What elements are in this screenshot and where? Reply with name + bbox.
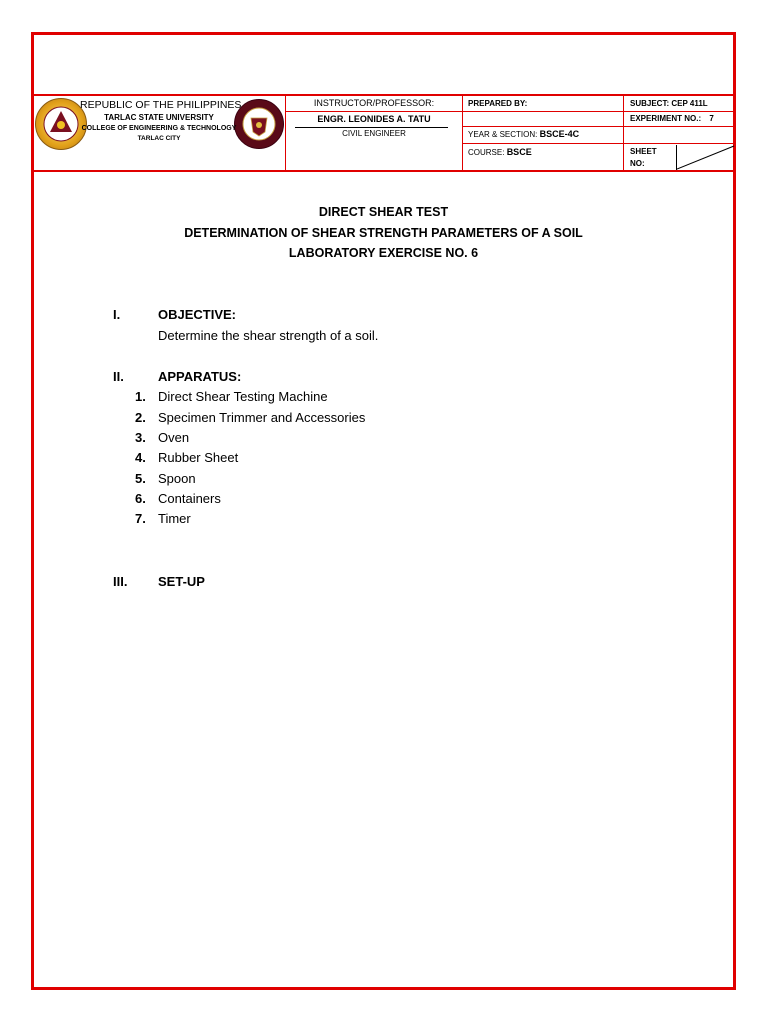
list-item-number: 5. [135,471,146,486]
list-item [135,410,365,425]
list-item-text: Direct Shear Testing Machine [158,389,328,404]
list-item-text: Containers [158,491,221,506]
course [468,147,532,157]
subject-label: SUBJECT: CEP 411L [630,99,708,108]
header-divider-3 [623,95,624,171]
header-row-line-2 [462,126,736,127]
list-item [135,430,189,445]
list-item-number: 6. [135,491,146,506]
list-item [135,491,221,506]
college-name: COLLEGE OF ENGINEERING & TECHNOLOGY [81,125,237,132]
sheet-no-box [676,145,734,170]
objective-text: Determine the shear strength of a soil. [158,328,379,343]
experiment-label: EXPERIMENT NO.: [630,114,702,123]
header-bottom-line [31,170,736,172]
header-top-line [31,94,736,96]
sheet-label-line2: NO: [630,159,645,168]
header-divider-2 [462,95,463,171]
course-label: COURSE: [468,148,505,157]
list-item-text: Rubber Sheet [158,450,239,465]
prepared-by-label: PREPARED BY: [468,99,528,108]
exercise-number: LABORATORY EXERCISE NO. 6 [288,246,479,260]
experiment-value: 7 [709,114,714,123]
setup-numeral: III. [113,574,128,589]
list-item-number: 1. [135,389,146,404]
instructor-name: ENGR. LEONIDES A. TATU [317,114,431,124]
year-section [468,129,579,139]
city-name: TARLAC CITY [137,135,181,142]
sheet-label-line1: SHEET [630,147,657,156]
list-item-number: 2. [135,410,146,425]
instructor-label: INSTRUCTOR/PROFESSOR: [313,98,435,108]
list-item [135,471,196,486]
list-item-number: 7. [135,511,146,526]
objective-heading: OBJECTIVE: [158,307,237,322]
instructor-title: CIVIL ENGINEER [342,129,406,138]
list-item-text: Oven [158,430,190,445]
list-item [135,511,191,526]
header-row-line-1 [462,111,736,112]
year-section-label: YEAR & SECTION: [468,130,538,139]
university-name: TARLAC STATE UNIVERSITY [104,113,214,122]
instructor-name-underline [295,127,448,128]
list-item [135,450,238,465]
setup-heading: SET-UP [158,574,205,589]
list-item-text: Timer [158,511,191,526]
list-item-text: Specimen Trimmer and Accessories [158,410,366,425]
document-subtitle: DETERMINATION OF SHEAR STRENGTH PARAMETERS OF A SOIL [184,226,583,240]
objective-numeral: I. [113,307,121,322]
course-value: BSCE [506,147,532,157]
list-item-number: 4. [135,450,146,465]
apparatus-numeral: II. [113,369,124,384]
year-section-value: BSCE-4C [539,129,580,139]
header-row-line-3 [462,143,736,144]
document-title: DIRECT SHEAR TEST [318,205,449,219]
republic-label: REPUBLIC OF THE PHILIPPINES [80,99,242,111]
list-item [135,389,328,404]
instructor-row-line [285,111,462,112]
coe-seal-logo [234,99,284,149]
apparatus-heading: APPARATUS: [158,369,242,384]
list-item-text: Spoon [158,471,196,486]
experiment-no [630,114,714,123]
sheet-no-diagonal [677,145,735,170]
list-item-number: 3. [135,430,146,445]
